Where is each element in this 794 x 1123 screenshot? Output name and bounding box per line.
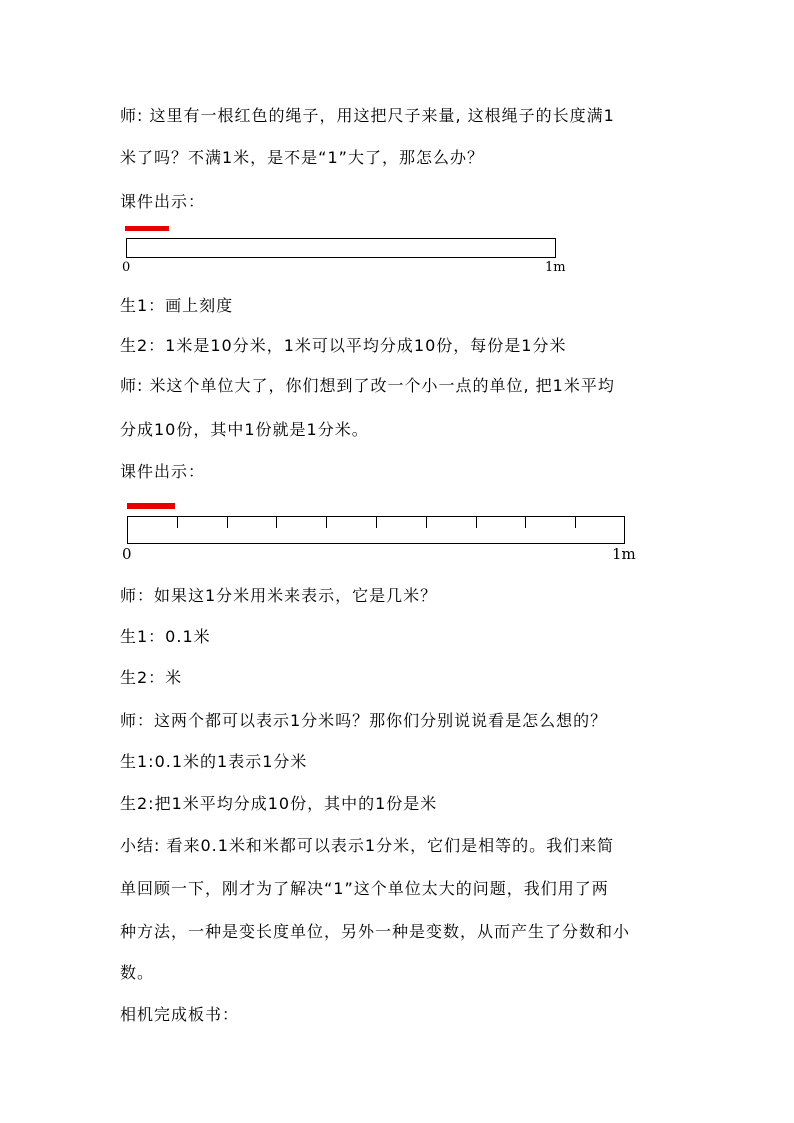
rope-bar: [125, 226, 169, 231]
text-line: 数。: [120, 963, 155, 982]
text-line: 米了吗？不满1米，是不是“1”大了，那怎么办？: [120, 148, 484, 167]
ruler-tick: [476, 516, 477, 528]
ruler-end-label: 1m: [612, 545, 636, 563]
text-line: 分成10份，其中1份就是1分米。: [120, 420, 369, 439]
ruler-tick: [376, 516, 377, 528]
rope-bar: [127, 503, 175, 509]
ruler-tick: [177, 516, 178, 528]
text-line: 相机完成板书：: [120, 1005, 240, 1024]
text-line: 种方法，一种是变长度单位，另外一种是变数，从而产生了分数和小: [120, 922, 631, 941]
ruler-tick: [326, 516, 327, 528]
text-line: 师: 米这个单位大了，你们想到了改一个小一点的单位, 把1米平均: [120, 376, 615, 395]
text-line: 生2:把1米平均分成10份，其中的1份是米: [120, 794, 438, 813]
text-line: 生1：画上刻度: [120, 296, 234, 315]
text-line: 生1：0.1米: [120, 627, 211, 646]
text-line: 师: 这里有一根红色的绳子，用这把尺子来量, 这根绳子的长度满1: [120, 106, 615, 125]
ruler-body: [126, 238, 556, 258]
ruler-start-label: 0: [122, 545, 132, 563]
text-line: 单回顾一下，刚才为了解决“1”这个单位太大的问题，我们用了两: [120, 879, 609, 898]
ruler-end-label: 1m: [545, 260, 566, 275]
text-line: 师：这两个都可以表示1分米吗？那你们分别说说看是怎么想的？: [120, 711, 608, 730]
ruler-tick: [227, 516, 228, 528]
text-line: 课件出示：: [120, 462, 206, 481]
ruler-tick: [525, 516, 526, 528]
ruler-tick: [276, 516, 277, 528]
ruler-start-label: 0: [122, 260, 131, 275]
text-line: 课件出示：: [120, 192, 206, 211]
text-line: 生2：1米是10分米，1米可以平均分成10份，每份是1分米: [120, 336, 567, 355]
text-line: 生1:0.1米的1表示1分米: [120, 752, 308, 771]
text-line: 师：如果这1分米用米来表示，它是几米？: [120, 586, 438, 605]
text-line: 小结: 看来0.1米和米都可以表示1分米，它们是相等的。我们来简: [120, 836, 615, 855]
text-line: 生2：米: [120, 668, 183, 687]
ruler-tick: [575, 516, 576, 528]
ruler-tick: [426, 516, 427, 528]
